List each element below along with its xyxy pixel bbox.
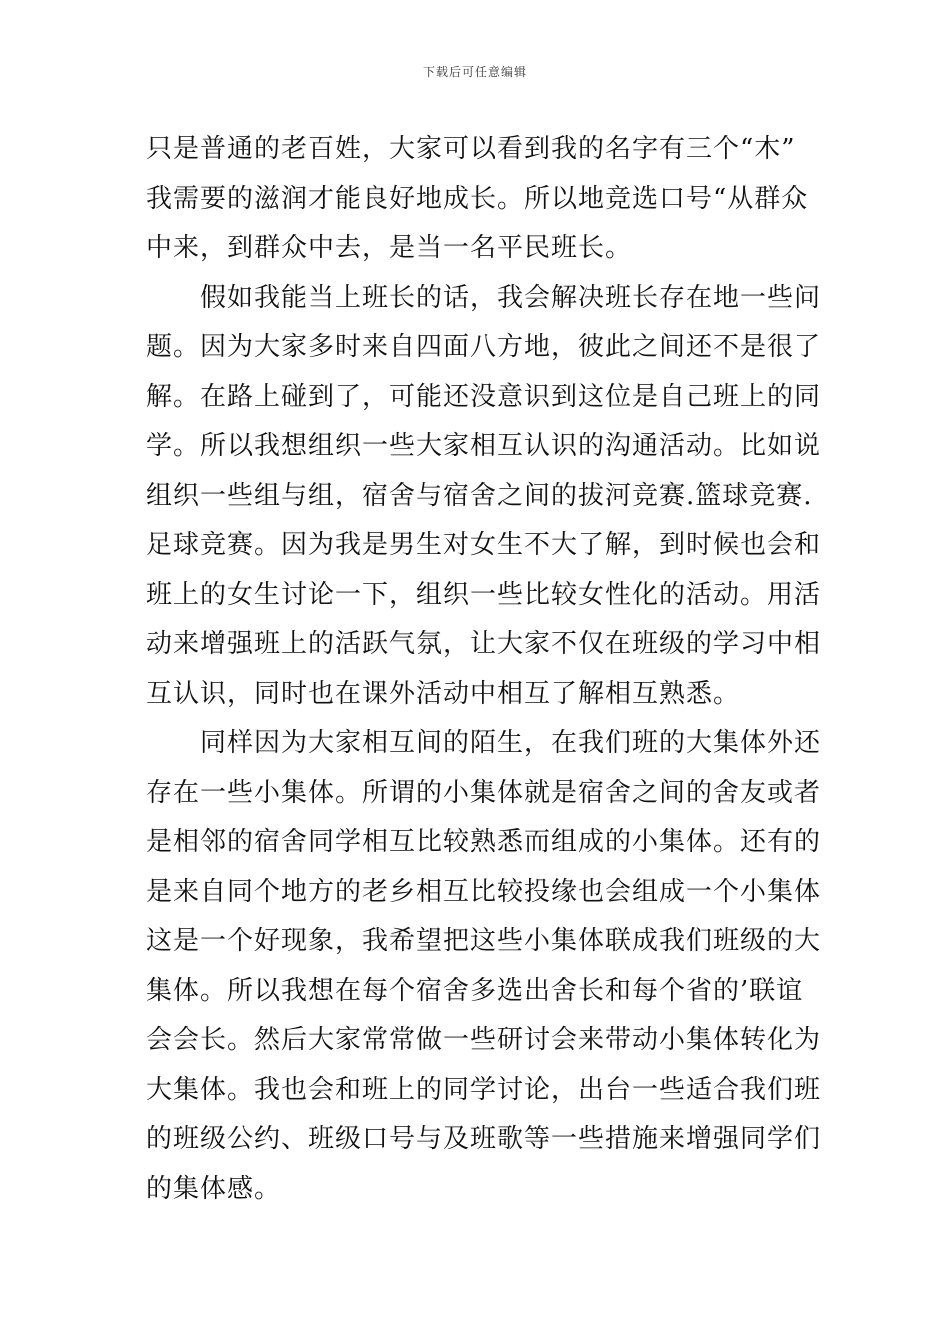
text-line: 解。在路上碰到了，可能还没意识到这位是自己班上的同 <box>146 381 822 412</box>
text-line: 的班级公约、班级口号与及班歌等一些措施来增强同学们 <box>146 1124 822 1154</box>
text-line: 中来，到群众中去，是当一名平民班长。 <box>146 233 633 263</box>
text-line: 动来增强班上的活跃气氛，让大家不仅在班级的学习中相 <box>146 629 822 659</box>
page-header-note: 下载后可任意编辑 <box>422 65 527 79</box>
text-line: 足球竞赛。因为我是男生对女生不大了解，到时候也会和 <box>146 530 822 560</box>
text-line: 题。因为大家多时来自四面八方地，彼此之间还不是很了 <box>146 332 822 362</box>
text-line: 学。所以我想组织一些大家相互认识的沟通活动。比如说 <box>146 431 822 461</box>
text-line: 班上的女生讨论一下，组织一些比较女性化的活动。用活 <box>146 579 822 610</box>
text-line: 存在一些小集体。所谓的小集体就是宿舍之间的舍友或者 <box>146 777 822 808</box>
document-body <box>146 125 822 1214</box>
text-line: 组织一些组与组，宿舍与宿舍之间的拔河竞赛.篮球竞赛. <box>146 480 813 511</box>
text-line: 互认识，同时也在课外活动中相互了解相互熟悉。 <box>146 678 741 709</box>
paragraph-first-line: 同样因为大家相互间的陌生，在我们班的大集体外还 <box>200 728 822 758</box>
text-line: 我需要的滋润才能良好地成长。所以地竞选口号“从群众 <box>146 183 809 214</box>
text-line: 这是一个好现象，我希望把这些小集体联成我们班级的大 <box>146 926 822 956</box>
paragraph-first-line: 假如我能当上班长的话，我会解决班长存在地一些问 <box>200 282 822 313</box>
text-line: 会会长。然后大家常常做一些研讨会来带动小集体转化为 <box>146 1025 822 1055</box>
text-line: 是相邻的宿舍同学相互比较熟悉而组成的小集体。还有的 <box>146 827 822 857</box>
text-line: 的集体感。 <box>146 1173 282 1204</box>
text-line: 只是普通的老百姓，大家可以看到我的名字有三个“木” <box>146 134 796 164</box>
text-line: 集体。所以我想在每个宿舍多选出舍长和每个省的’联谊 <box>146 975 804 1006</box>
text-line: 大集体。我也会和班上的同学讨论，出台一些适合我们班 <box>146 1074 822 1105</box>
text-line: 是来自同个地方的老乡相互比较投缘也会组成一个小集体 <box>146 876 822 907</box>
